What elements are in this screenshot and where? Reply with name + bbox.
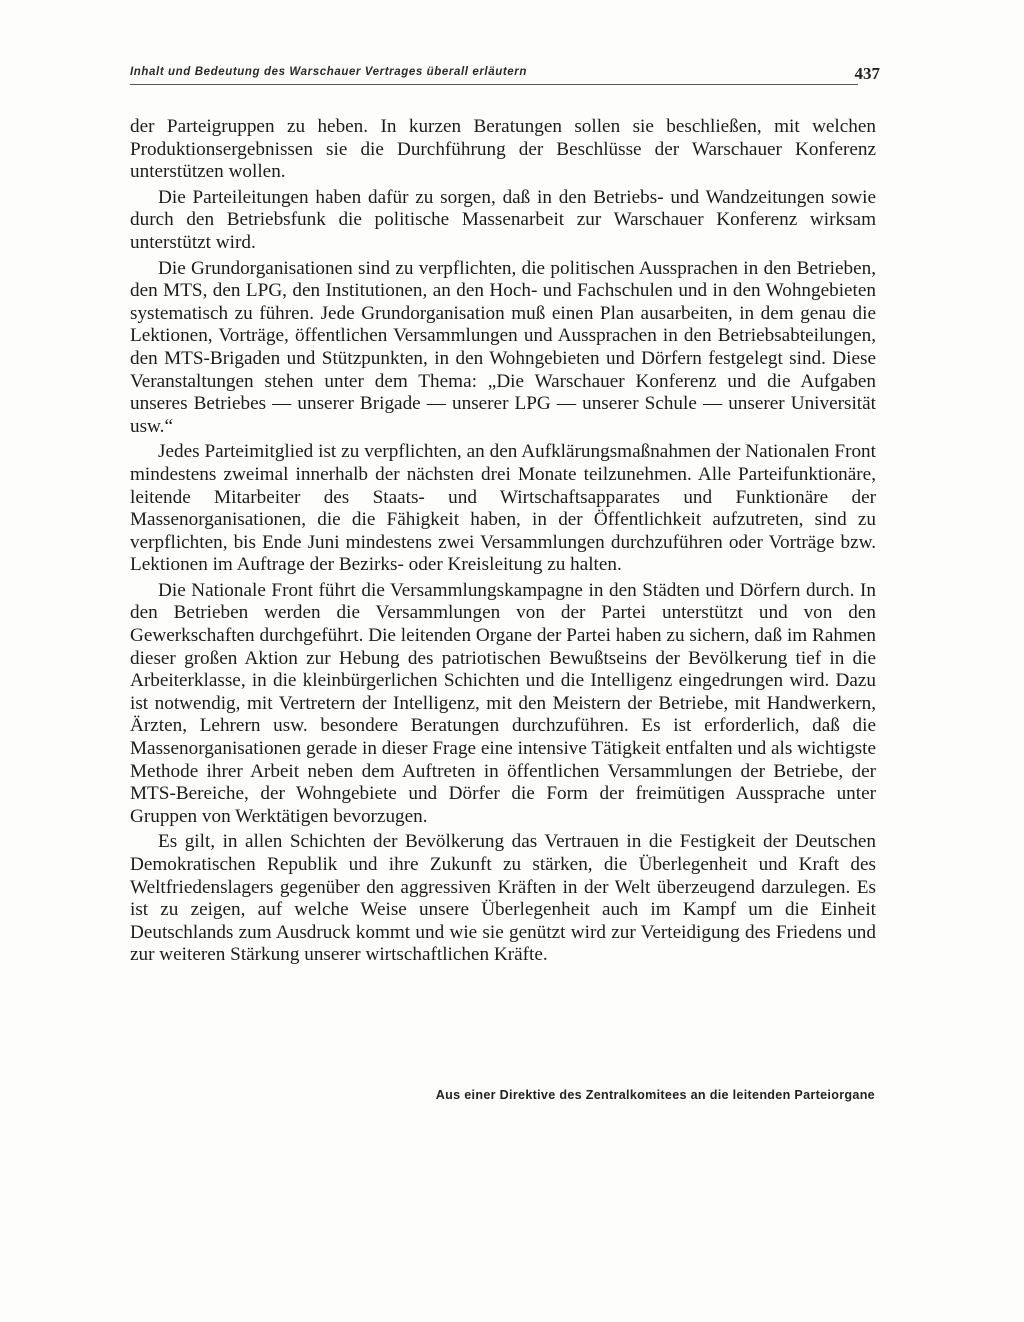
body-text — [130, 116, 876, 970]
running-title: Inhalt und Bedeutung des Warschauer Vertrages überall erläutern — [130, 66, 527, 78]
paragraph-4: Jedes Parteimitglied ist zu verpflichten, an den Aufklärungsmaßnahmen der Nationalen Front mindestens zweimal innerhalb der nächsten drei Monate teilzunehmen. Alle Parteifunktionäre, leitende Mitarbeiter des Staats- und Wirtschaftsapparates und Funktionäre der Massenorganisationen, die die Fähigkeit haben, in der Öffentlichkeit aufzutreten, sind zu verpflichten, bis Ende Juni mindestens zwei Versammlungen durchzuführen oder Vorträge bzw. Lektionen im Auftrage der Bezirks- oder Kreisleitung zu halten. — [130, 441, 876, 576]
source-attribution: Aus einer Direktive des Zentralkomitees an die leitenden Parteiorgane — [435, 1088, 875, 1102]
paragraph-1: der Parteigruppen zu heben. In kurzen Beratungen sollen sie beschließen, mit welchen Produktionsergebnissen sie die Durchführung der Beschlüsse der Warschauer Konferenz unterstützen wollen. — [130, 116, 876, 183]
paragraph-2: Die Parteileitungen haben dafür zu sorgen, daß in den Betriebs- und Wandzeitungen sowie durch den Betriebsfunk die politische Massenarbeit zur Warschauer Konferenz wirksam unterstützt wird. — [130, 186, 876, 253]
paragraph-6: Es gilt, in allen Schichten der Bevölkerung das Vertrauen in die Festigkeit der Deutschen Demokratischen Republik und ihre Zukunft zu stärken, die Überlegenheit und Kraft des Weltfriedenslagers gegenüber den aggressiven Kräften in der Welt überzeugend darzulegen. Es ist zu zeigen, auf welche Weise unsere Überlegenheit auch im Kampf um die Einheit Deutschlands zum Ausdruck kommt und wie sie genützt wird zur Verteidigung des Friedens und zur weiteren Stärkung unserer wirtschaftlichen Kräfte. — [130, 831, 876, 966]
page-header — [130, 64, 880, 86]
paragraph-5: Die Nationale Front führt die Versammlungskampagne in den Städten und Dörfern durch. In den Betrieben werden die Versammlungen von der Partei unterstützt und von den Gewerkschaften durchgeführt. Die leitenden Organe der Partei haben zu sichern, daß im Rahmen dieser großen Aktion zur Hebung des patriotischen Bewußtseins der Bevölkerung tief in die Arbeiterklasse, in die kleinbürgerlichen Schichten und die Intelligenz eingedrungen wird. Dazu ist notwendig, mit Vertretern der Intelligenz, mit den Meistern der Betriebe, mit Handwerkern, Ärzten, Lehrern usw. besondere Beratungen durchzuführen. Es ist erforderlich, daß die Massenorganisationen gerade in dieser Frage eine intensive Tätigkeit entfalten und als wichtigste Methode ihrer Arbeit neben dem Auftreten in öffentlichen Versammlungen der Betriebe, der MTS-Bereiche, der Wohngebiete und Dörfer die Form der freimütigen Aussprache unter Gruppen von Werktätigen bevorzugen. — [130, 579, 876, 827]
header-rule — [130, 84, 858, 85]
paragraph-3: Die Grundorganisationen sind zu verpflichten, die politischen Aussprachen in den Betrieben, den MTS, den LPG, den Institutionen, an den Hoch- und Fachschulen und in den Wohngebieten systematisch zu führen. Jede Grundorganisation muß einen Plan ausarbeiten, in dem genau die Lektionen, Vorträge, öffentlichen Versammlungen und Aussprachen in den Betriebsabteilungen, den MTS-Brigaden und Stützpunkten, in den Wohngebieten und Dörfern festgelegt sind. Diese Veranstaltungen stehen unter dem Thema: „Die Warschauer Konferenz und die Aufgaben unseres Betriebes — unserer Brigade — unserer LPG — unserer Schule — unserer Universität usw.“ — [130, 257, 876, 437]
page-number: 437 — [854, 64, 880, 83]
